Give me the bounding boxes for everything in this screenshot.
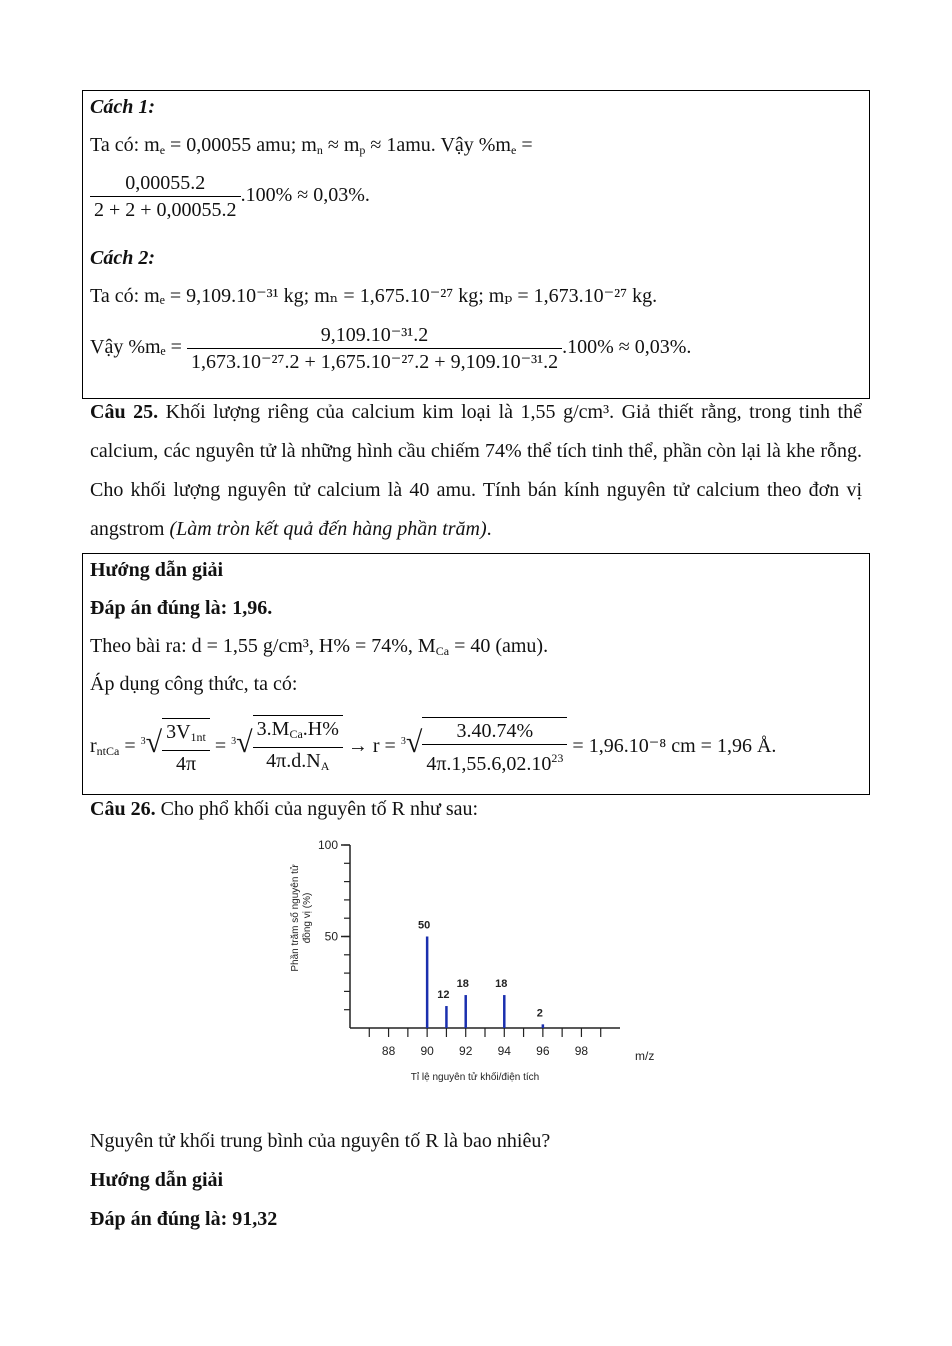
x-tick-label: 98 [574,1044,589,1058]
huongdan25-given: Theo bài ra: d = 1,55 g/cm³, H% = 74%, $M_{Ca} = 40$ (amu). [90,635,549,658]
x-tick-label: 96 [536,1044,550,1058]
huongdan25-answer: Đáp án đúng là: 1,96. [90,597,273,619]
x-tick-label: 88 [381,1044,396,1058]
data-label-96: 2 [536,1007,543,1020]
cau25-question: Câu 25. Khối lượng riêng của calcium kim loại là 1,55 g/cm³. Giả thiết rằng, trong tinh thể calcium, các nguyên tử là những hình cầu chiếm 74% thể tích tinh thể, phần còn lại là khe rỗng. Cho khối lượng nguyên tử calcium là 40 amu. Tính bán kính nguyên tử calcium theo đơn vị angstrom (Làm tròn kết quả đến hàng phần trăm). [90,401,862,540]
y-tick-label: 100 [317,838,338,852]
data-label-90: 50 [418,919,431,932]
huongdan26-title: Hướng dẫn giải [90,1169,224,1191]
cach2-fraction: $\frac{\text{9,109.10⁻³¹.2}}{\text{1,673.10⁻²⁷.2 + 1,675.10⁻²⁷.2 + 9,109.10⁻³¹.2}}$ [187,322,562,375]
cach1-fraction: $\frac{0,00055.2}{2 + 2 + 0,00055.2}$ [90,170,241,223]
data-label-94: 18 [495,978,508,991]
y-axis-title: Phần trăm số nguyên tửđồng vị (%) [290,864,313,972]
x-axis-title: Tỉ lệ nguyên tử khối/điện tích [410,1072,540,1083]
huongdan25-title: Hướng dẫn giải [90,559,224,581]
cach2-line1: Ta có: mₑ = 9,109.10⁻³¹ kg; mₙ = 1,675.10⁻²⁷ kg; mₚ = 1,673.10⁻²⁷ kg. [90,285,658,307]
huongdan26-answer: Đáp án đúng là: 91,32 [90,1208,278,1230]
question26: Nguyên tử khối trung bình của nguyên tố R là bao nhiêu? [90,1130,551,1152]
data-label-92: 18 [456,978,469,991]
radius-formula: $r_{ntCa} = ^3√$ $\frac{3V_{1nt}}{4\pi}$ = $^3$√ $\frac{3.M_{Ca}.H\%}{4\pi.d.N_A}$ → r = $^3$√ $\frac{3.40.74\%}{4\pi.1,55.6,02.10^{23}}$ = 1,96.10⁻⁸ cm = 1,96 Å. [90,712,776,781]
x-tick-label: 90 [420,1044,434,1058]
cach1-fraction-line: $\frac{0,00055.2}{2 + 2 + 0,00055.2}$ .100% ≈ 0,03%. [90,170,370,223]
x-unit-label: m/z [635,1049,655,1063]
cach1-line1: Ta có: $m_e = 0,00055$ amu; $m_n \approx m_p \approx 1amu$. Vậy $\%m_e$ = [90,134,533,157]
x-tick-label: 92 [459,1044,473,1058]
mass-spectrum-chart [270,828,660,1088]
cau26-question: Câu 26. Cho phổ khối của nguyên tố R như sau: [90,798,479,820]
cach1-heading: Cách 1: [90,96,155,118]
cach2-heading: Cách 2: [90,247,155,269]
x-tick-label: 94 [497,1044,511,1058]
y-tick-label: 50 [324,929,338,944]
data-label-91: 12 [437,989,450,1002]
cach2-fraction-line: Vậy %mₑ = $\frac{\text{9,109.10⁻³¹.2}}{\text{1,673.10⁻²⁷.2 + 1,675.10⁻²⁷.2 + 9,109.10⁻³¹.2}}$ .100% ≈ 0,03%. [90,324,692,373]
huongdan25-apply: Áp dụng công thức, ta có: [90,673,298,695]
